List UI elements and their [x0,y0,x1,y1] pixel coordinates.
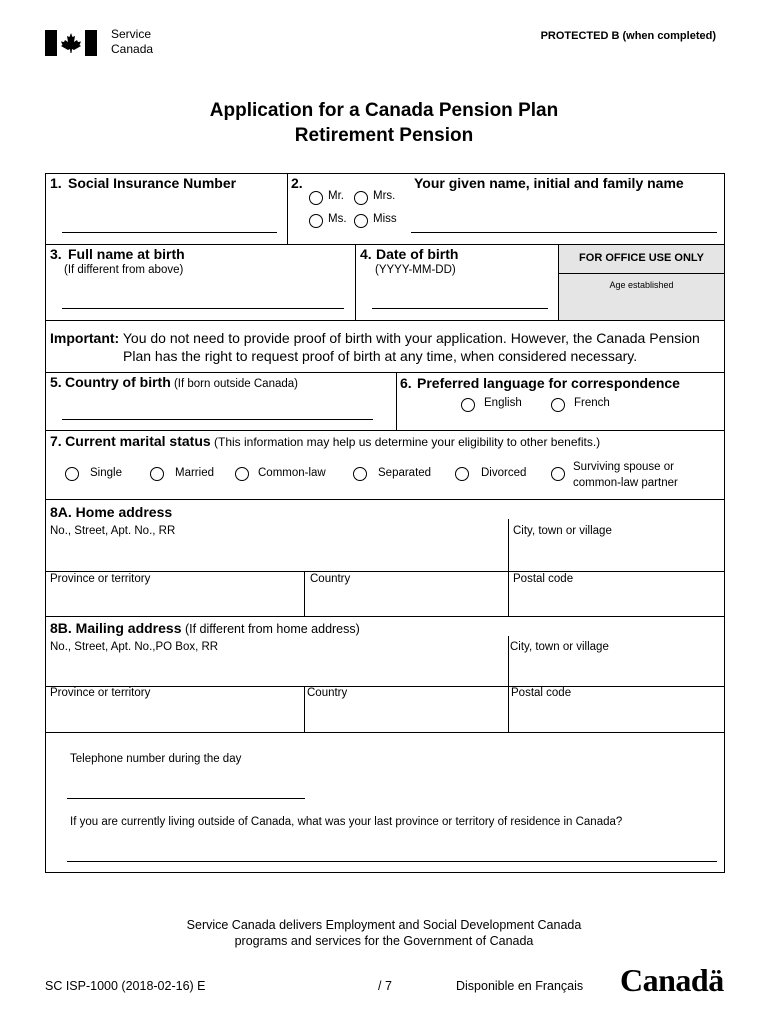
s4-number: 4. [360,246,372,262]
phone-label: Telephone number during the day [70,753,242,765]
marital-surviving-label: Surviving spouse or common-law partner [573,461,678,489]
mailing-city-label: City, town or village [510,641,609,653]
title-mrs-radio[interactable] [354,191,368,205]
dob-label: Date of birth [376,246,459,262]
language-english-label: English [484,397,522,409]
marital-surviving-radio[interactable] [551,467,565,481]
marital-separated-radio[interactable] [353,467,367,481]
title-mrs-label: Mrs. [373,190,396,202]
language-french-radio[interactable] [551,398,565,412]
residence-question: If you are currently living outside of Canada, what was your last province or territory of residence in Canada? [70,816,623,828]
marital-common-law-label: Common-law [258,467,326,479]
mailing-province-label: Province or territory [50,687,151,699]
home-street-label: No., Street, Apt. No., RR [50,525,176,537]
marital-married-label: Married [175,467,214,479]
footer-statement: Service Canada delivers Employment and Social Development Canada programs and services for the Government of Canada [186,918,582,948]
canada-wordmark-logo: Canadä [620,962,724,998]
marital-single-radio[interactable] [65,467,79,481]
home-address-heading: 8A. Home address [50,504,173,520]
title-ms-radio[interactable] [309,214,323,228]
given-name-field[interactable] [411,232,717,233]
dob-field[interactable] [372,308,548,309]
home-province-label: Province or territory [50,573,151,585]
s1-number: 1. [50,175,62,191]
birth-name-field[interactable] [62,308,344,309]
s5-number: 5. [50,374,62,390]
marital-common-law-radio[interactable] [235,467,249,481]
birth-name-label: Full name at birth [68,246,185,262]
title-mr-radio[interactable] [309,191,323,205]
s3-number: 3. [50,246,62,262]
s2-number: 2. [291,175,303,191]
phone-field[interactable] [67,798,305,799]
home-country-label: Country [310,573,351,585]
residence-field[interactable] [67,861,717,862]
home-city-label: City, town or village [513,525,612,537]
marital-married-radio[interactable] [150,467,164,481]
language-label: Preferred language for correspondence [417,375,680,391]
mailing-country-label: Country [307,687,348,699]
important-notice-line2: Plan has the right to request proof of birth at any time, when considered necessary. [123,348,638,364]
home-postal-label: Postal code [513,573,574,585]
language-french-label: French [574,397,610,409]
given-name-label: Your given name, initial and family name [414,175,684,191]
title-mr-label: Mr. [328,190,344,202]
marital-separated-label: Separated [378,467,432,479]
title-miss-label: Miss [373,213,397,225]
dob-format: (YYYY-MM-DD) [375,264,456,276]
marital-status-label: 7. Current marital status (This information may help us determine your eligibility to other benefits.) [50,433,601,449]
title-ms-label: Ms. [328,213,347,225]
marital-single-label: Single [90,467,122,479]
s6-number: 6. [400,375,412,391]
important-notice: Important: You do not need to provide proof of birth with your application. However, the Canada Pension [50,330,700,346]
title-miss-radio[interactable] [354,214,368,228]
marital-divorced-radio[interactable] [455,467,469,481]
canada-flag-logo [45,30,97,56]
age-established-label: Age established [609,280,674,290]
birth-name-sub: (If different from above) [64,264,184,276]
mailing-address-heading: 8B. Mailing address (If different from home address) [50,620,360,636]
form-id: SC ISP-1000 (2018-02-16) E [45,979,206,993]
marital-divorced-label: Divorced [481,467,527,479]
french-available: Disponible en Français [456,979,584,993]
office-use-title: FOR OFFICE USE ONLY [579,252,704,264]
language-english-radio[interactable] [461,398,475,412]
mailing-street-label: No., Street, Apt. No.,PO Box, RR [50,641,219,653]
country-birth-field[interactable] [62,419,373,420]
protected-notice: PROTECTED B (when completed) [540,30,716,42]
page-title: Application for a Canada Pension Plan Retirement Pension [209,100,559,146]
sin-label: Social Insurance Number [68,175,237,191]
application-form [45,173,725,873]
mailing-postal-label: Postal code [511,687,572,699]
page-number: / 7 [378,979,392,993]
sin-field[interactable] [62,232,277,233]
country-birth-label: Country of birth (If born outside Canada) [65,374,298,390]
department-name: Service Canada [111,27,154,56]
